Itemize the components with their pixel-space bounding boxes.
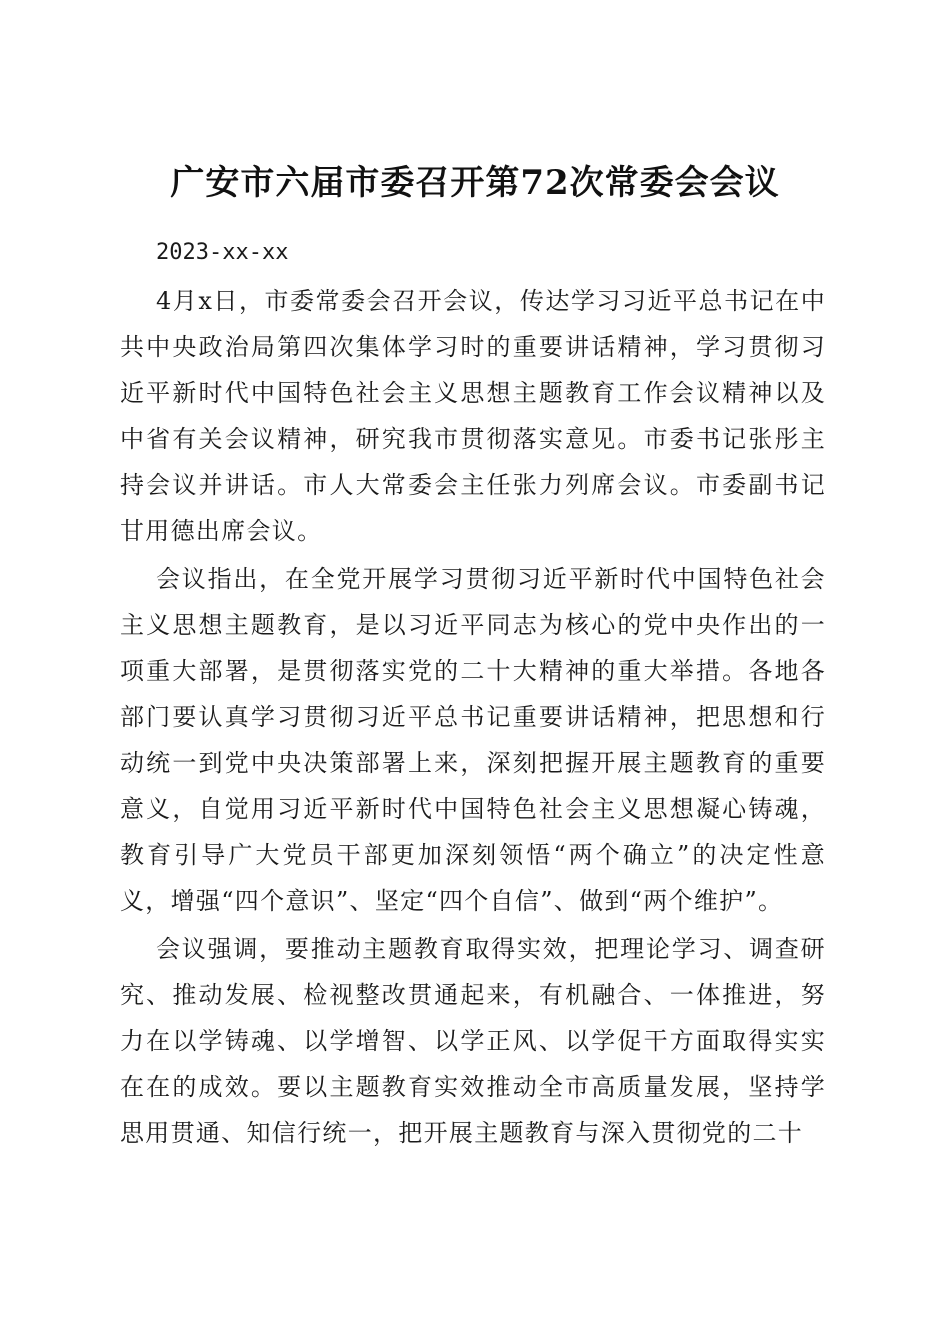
document-date: 2023-xx-xx — [156, 240, 289, 265]
document-title: 广安市六届市委召开第72次常委会会议 — [170, 162, 780, 203]
document-body — [120, 230, 826, 1156]
paragraph-meeting-points: 会议指出，在全党开展学习贯彻习近平新时代中国特色社会主义思想主题教育，是以习近平同志为核心的党中央作出的一项重大部署，是贯彻落实党的二十大精神的重大举措。各地各部门要认真学习贯彻习近平总书记重要讲话精神，把思想和行动统一到党中央决策部署上来，深刻把握开展主题教育的重要意义，自觉用习近平新时代中国特色社会主义思想凝心铸魂，教育引导广大党员干部更加深刻领悟“两个确立”的决定性意义，增强“四个意识”、坚定“四个自信”、做到“两个维护”。 — [120, 565, 826, 915]
paragraph-meeting-emphasis: 会议强调，要推动主题教育取得实效，把理论学习、调查研究、推动发展、检视整改贯通起来，有机融合、一体推进，努力在以学铸魂、以学增智、以学正风、以学促干方面取得实实在在的成效。要以主题教育实效推动全市高质量发展，坚持学思用贯通、知信行统一，把开展主题教育与深入贯彻党的二十 — [120, 935, 826, 1147]
paragraph-meeting-summary: 4月x日，市委常委会召开会议，传达学习习近平总书记在中共中央政治局第四次集体学习时的重要讲话精神，学习贯彻习近平新时代中国特色社会主义思想主题教育工作会议精神以及中省有关会议精神，研究我市贯彻落实意见。市委书记张彤主持会议并讲话。市人大常委会主任张力列席会议。市委副书记甘用德出席会议。 — [120, 287, 826, 545]
